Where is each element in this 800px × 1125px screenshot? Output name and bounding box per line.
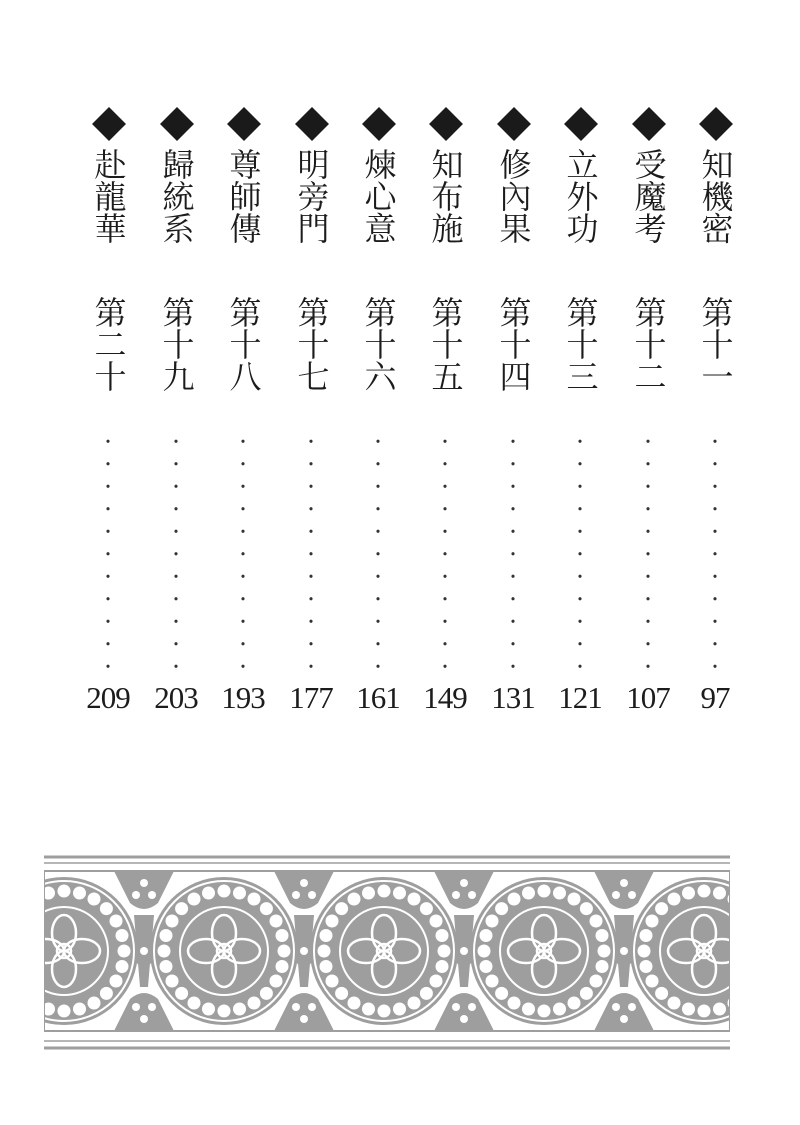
entry-page-number: 131 — [491, 680, 535, 715]
entry-chapter: 第二十 — [89, 296, 128, 392]
diamond-icon — [564, 107, 598, 141]
leader-dots — [578, 430, 582, 680]
entry-title: 明旁門 — [292, 148, 331, 244]
leader-dots — [241, 430, 245, 680]
entry-title: 赴龍華 — [89, 148, 128, 244]
leader-dots — [106, 430, 110, 680]
toc-entry[interactable] — [485, 112, 541, 727]
diamond-icon — [295, 107, 329, 141]
toc-entry[interactable] — [417, 112, 473, 727]
decorative-border — [44, 855, 730, 1051]
toc-entry[interactable] — [620, 112, 676, 727]
toc-entry[interactable] — [283, 112, 339, 727]
diamond-icon — [497, 107, 531, 141]
diamond-icon — [699, 107, 733, 141]
leader-dots — [646, 430, 650, 680]
diamond-icon — [429, 107, 463, 141]
entry-title: 知機密 — [696, 148, 735, 244]
toc-entry[interactable] — [687, 112, 743, 727]
entry-title: 立外功 — [561, 148, 600, 244]
toc-entry[interactable] — [80, 112, 136, 727]
diamond-icon — [92, 107, 126, 141]
toc-entry[interactable] — [350, 112, 406, 727]
entry-page-number: 193 — [221, 680, 265, 715]
entry-title: 修內果 — [494, 148, 533, 244]
entry-title: 受魔考 — [629, 148, 668, 244]
toc-entry[interactable] — [148, 112, 204, 727]
toc-entry[interactable] — [552, 112, 608, 727]
entry-page-number: 121 — [558, 680, 602, 715]
leader-dots — [443, 430, 447, 680]
entry-page-number: 177 — [289, 680, 333, 715]
entry-page-number: 161 — [356, 680, 400, 715]
entry-page-number: 107 — [626, 680, 670, 715]
diamond-icon — [362, 107, 396, 141]
leader-dots — [511, 430, 515, 680]
lattice-ornament-icon — [44, 855, 730, 1051]
entry-chapter: 第十八 — [224, 296, 263, 392]
entry-chapter: 第十一 — [696, 296, 735, 392]
toc-entry[interactable] — [215, 112, 271, 727]
leader-dots — [713, 430, 717, 680]
entry-page-number: 209 — [86, 680, 130, 715]
entry-chapter: 第十四 — [494, 296, 533, 392]
entry-chapter: 第十九 — [157, 296, 196, 392]
diamond-icon — [160, 107, 194, 141]
leader-dots — [309, 430, 313, 680]
entry-title: 歸統系 — [157, 148, 196, 244]
leader-dots — [376, 430, 380, 680]
entry-title: 尊師傳 — [224, 148, 263, 244]
entry-page-number: 149 — [423, 680, 467, 715]
diamond-icon — [227, 107, 261, 141]
entry-chapter: 第十二 — [629, 296, 668, 392]
diamond-icon — [632, 107, 666, 141]
entry-chapter: 第十三 — [561, 296, 600, 392]
entry-chapter: 第十七 — [292, 296, 331, 392]
entry-page-number: 203 — [154, 680, 198, 715]
entry-title: 知布施 — [426, 148, 465, 244]
entry-chapter: 第十六 — [359, 296, 398, 392]
entry-chapter: 第十五 — [426, 296, 465, 392]
entry-title: 煉心意 — [359, 148, 398, 244]
entry-page-number: 97 — [700, 680, 730, 715]
leader-dots — [174, 430, 178, 680]
